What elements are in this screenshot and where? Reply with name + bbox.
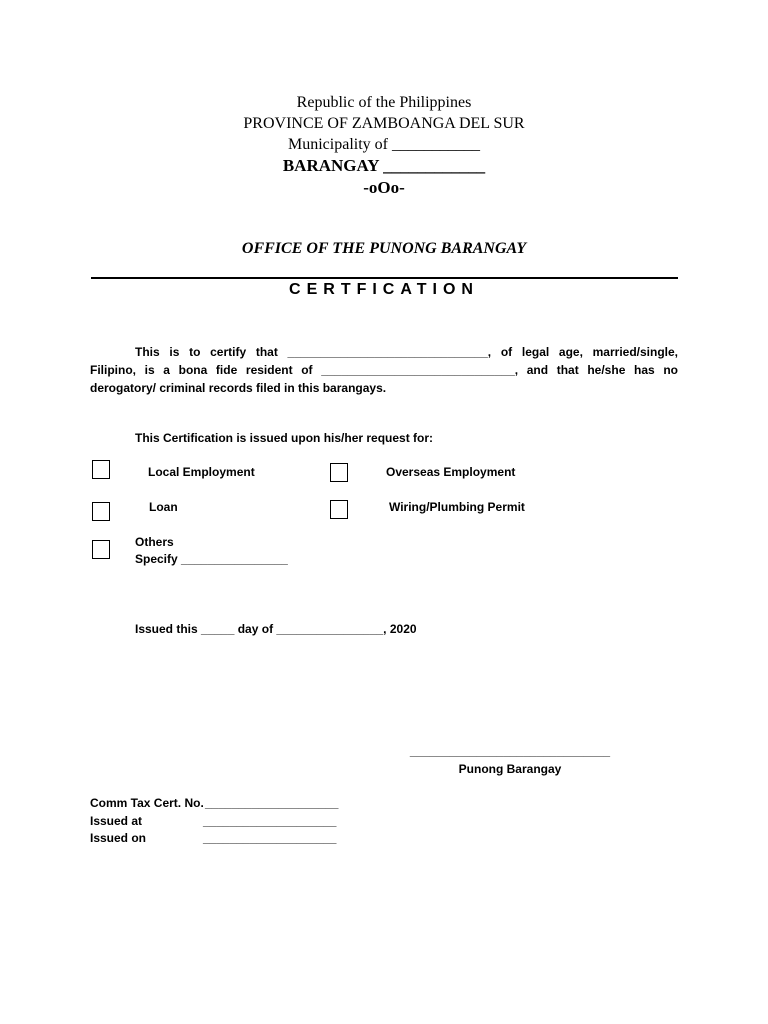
header-barangay: BARANGAY ____________ [282, 156, 486, 175]
paragraph-line-1: This is to certify that ______________________________, of legal age, married/single, [135, 345, 678, 359]
local-employment-label: Local Employment [148, 465, 255, 479]
request-intro: This Certification is issued upon his/her request for: [135, 431, 434, 445]
others-checkbox[interactable] [92, 540, 110, 559]
certification-paragraph [90, 343, 678, 397]
issued-at-field[interactable]: ____________________ [203, 814, 337, 828]
loan-label: Loan [149, 500, 178, 514]
issued-date-line: Issued this _____ day of ________________, 2020 [135, 622, 417, 636]
document-title: CERTFICATION [289, 281, 479, 298]
issued-at-label: Issued at [90, 814, 143, 828]
header-municipality: Municipality of ___________ [288, 136, 480, 153]
issued-on-field[interactable]: ____________________ [203, 831, 337, 845]
header-province: PROVINCE OF ZAMBOANGA DEL SUR [243, 115, 525, 132]
header-republic: Republic of the Philippines [296, 94, 472, 111]
header-ornament: -oOo- [363, 178, 405, 197]
loan-checkbox[interactable] [92, 502, 110, 521]
overseas-employment-label: Overseas Employment [386, 465, 516, 479]
issued-on-label: Issued on [90, 831, 147, 845]
signature-line: ______________________________ [409, 744, 611, 758]
paragraph-line-3: derogatory/ criminal records filed in this barangays. [90, 381, 387, 395]
ctc-label: Comm Tax Cert. No. [90, 796, 204, 810]
office-title: OFFICE OF THE PUNONG BARANGAY [241, 240, 527, 257]
wiring-permit-label: Wiring/Plumbing Permit [389, 500, 525, 514]
title-rule [91, 277, 678, 279]
others-label: Others [135, 535, 174, 549]
paragraph-line-2: Filipino, is a bona fide resident of _____________________________, and that he/she has no [90, 363, 678, 377]
wiring-permit-checkbox[interactable] [330, 500, 348, 519]
overseas-employment-checkbox[interactable] [330, 463, 348, 482]
ctc-field[interactable]: ____________________ [205, 796, 339, 810]
local-employment-checkbox[interactable] [92, 460, 110, 479]
signature-label: Punong Barangay [458, 762, 562, 776]
specify-field[interactable]: Specify ________________ [135, 552, 288, 566]
